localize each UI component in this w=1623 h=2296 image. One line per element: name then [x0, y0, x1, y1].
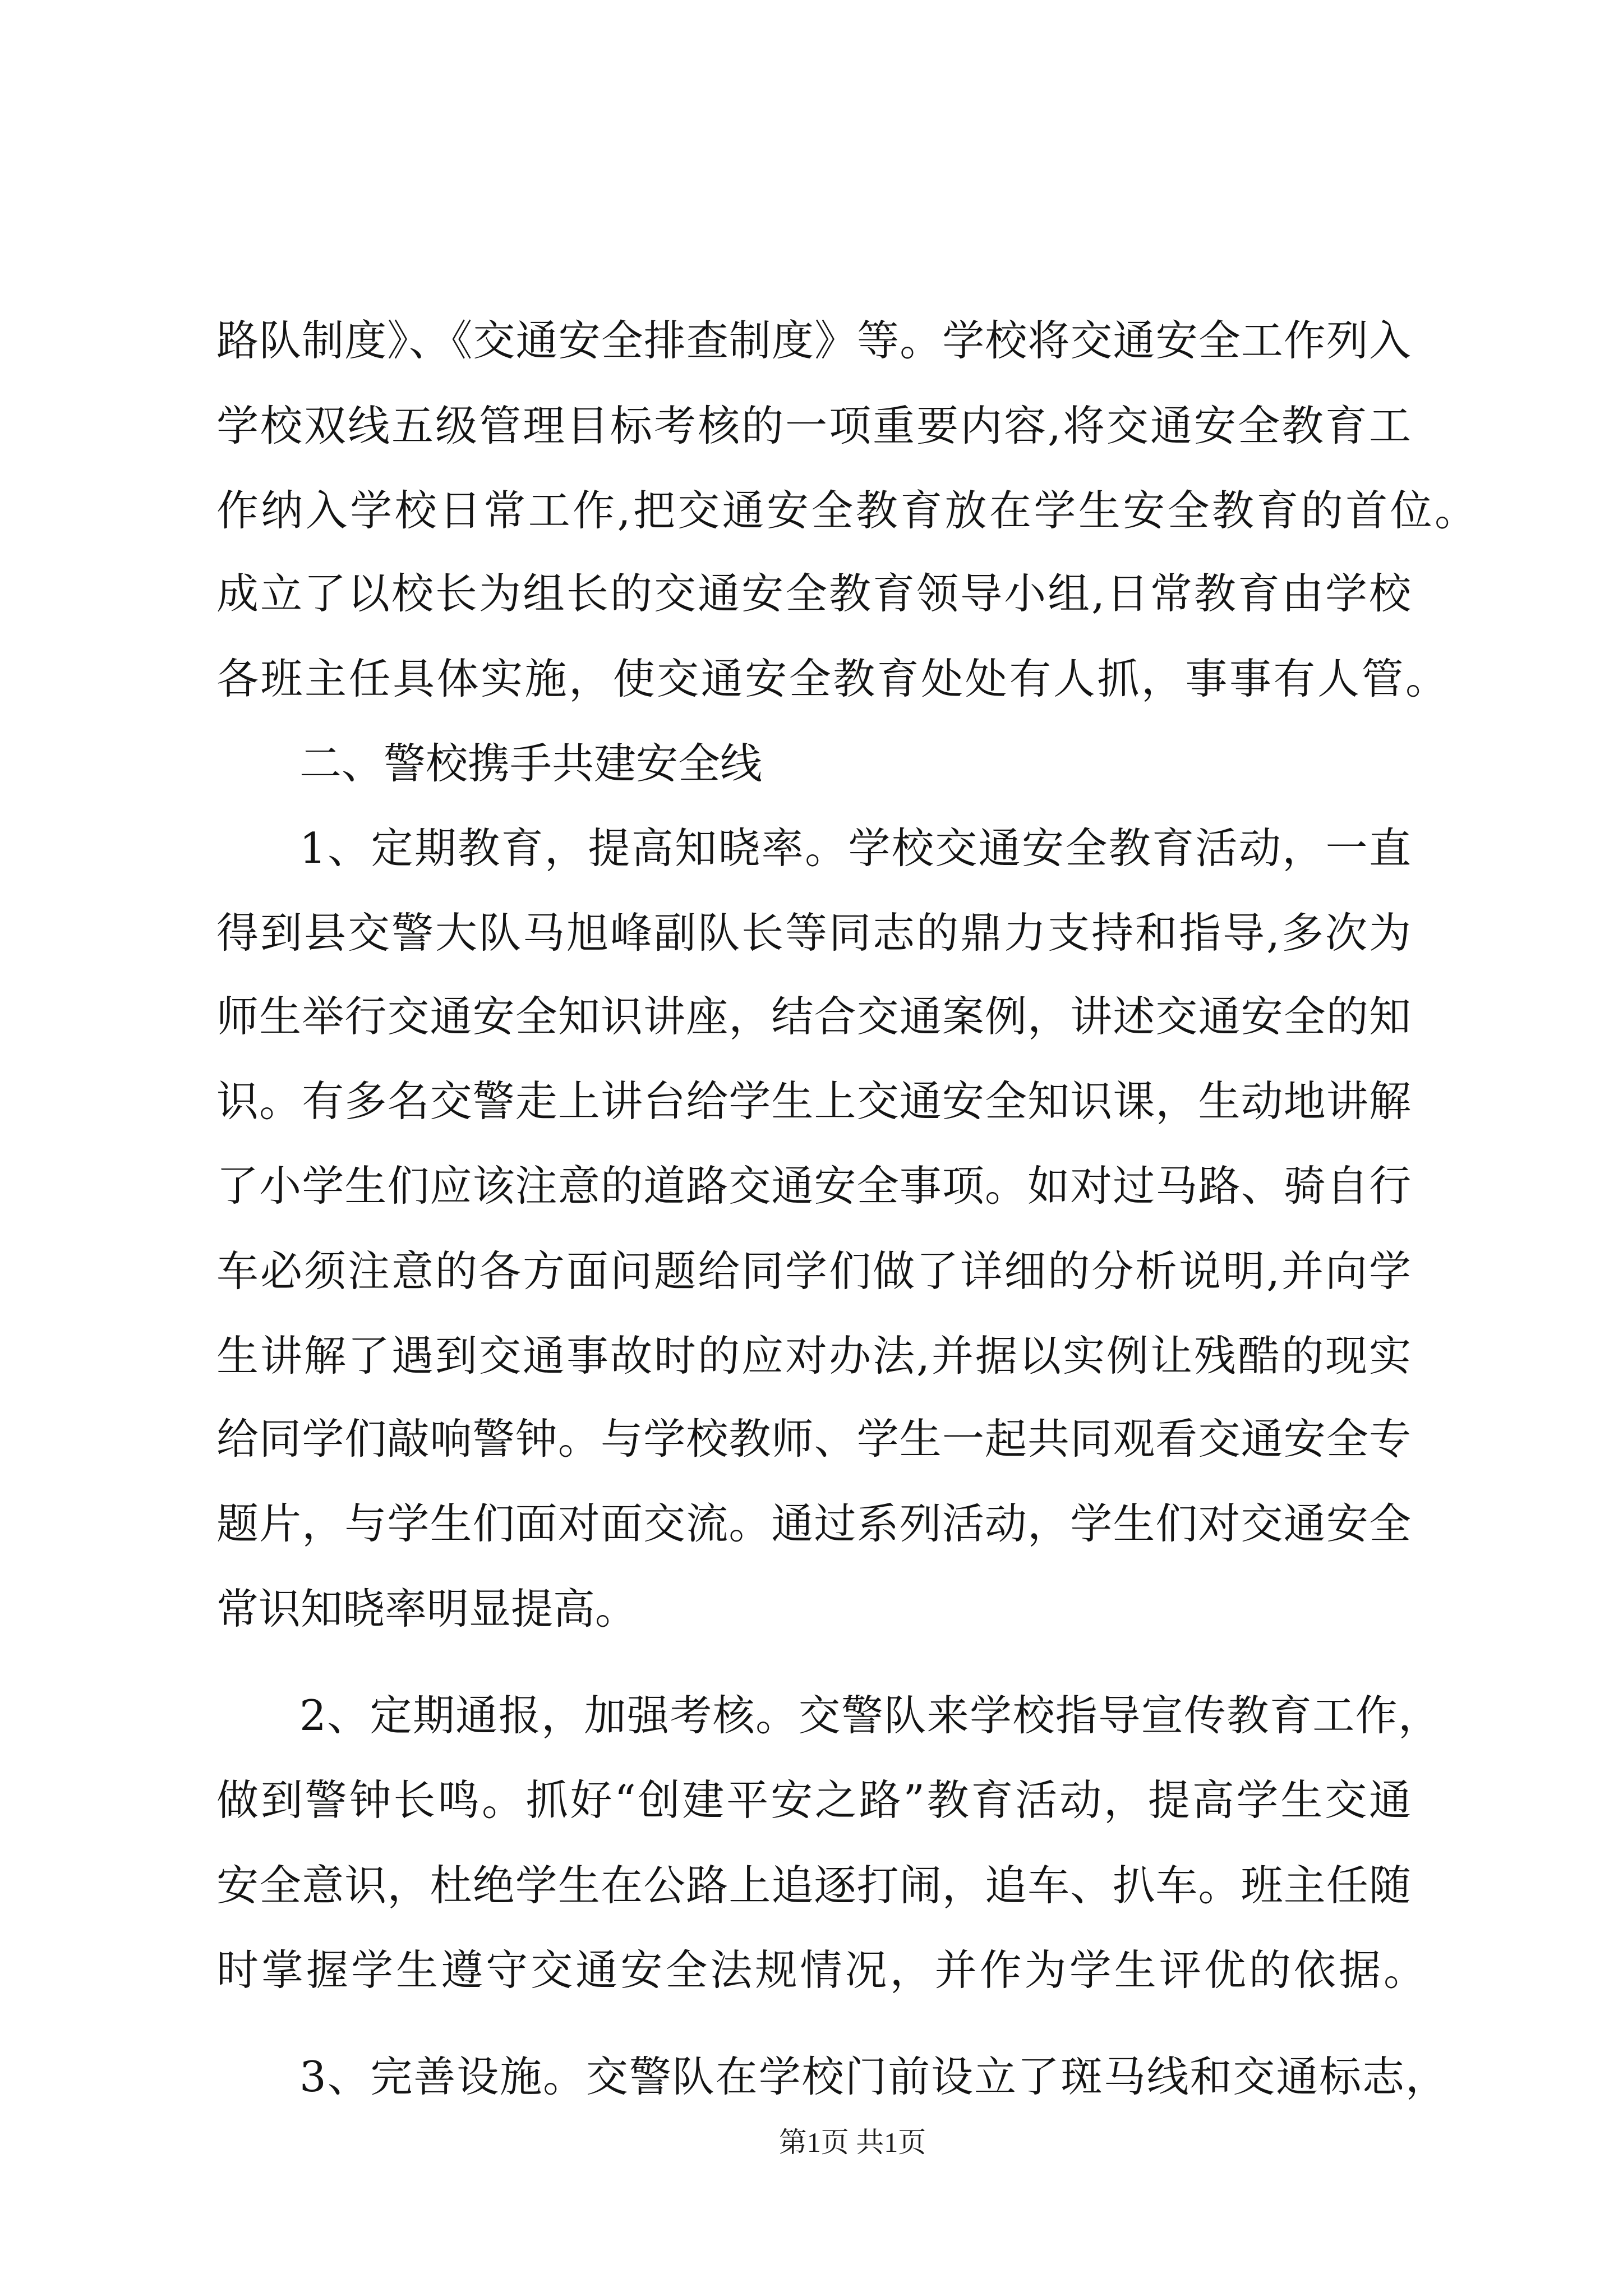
- text-line: 题片，与学生们面对面交流。通过系列活动，学生们对交通安全: [216, 1499, 1411, 1548]
- text-line: 作纳入学校日常工作,把交通安全教育放在学生安全教育的首位。: [216, 486, 1477, 535]
- section-heading: 二、警校携手共建安全线: [299, 739, 763, 788]
- text-line: 路队制度》、《交通安全排查制度》等。学校将交通安全工作列入: [216, 316, 1411, 365]
- text-line: 了小学生们应该注意的道路交通安全事项。如对过马路、骑自行: [216, 1161, 1411, 1211]
- text-line: 师生举行交通安全知识讲座，结合交通案例，讲述交通安全的知: [216, 992, 1411, 1041]
- text-line: 学校双线五级管理目标考核的一项重要内容,将交通安全教育工: [216, 401, 1411, 450]
- text-line: 做到警钟长鸣。抓好“创建平安之路”教育活动，提高学生交通: [216, 1775, 1411, 1825]
- text-line: 安全意识，杜绝学生在公路上追逐打闹，追车、扒车。班主任随: [216, 1861, 1411, 1910]
- text-line: 2、定期通报，加强考核。交警队来学校指导宣传教育工作，: [299, 1691, 1440, 1740]
- page-footer: 第1页 共1页: [778, 2127, 926, 2158]
- text-line: 时掌握学生遵守交通安全法规情况，并作为学生评优的依据。: [216, 1945, 1426, 1995]
- text-line: 识。有多名交警走上讲台给学生上交通安全知识课，生动地讲解: [216, 1076, 1411, 1126]
- text-line: 成立了以校长为组长的交通安全教育领导小组,日常教育由学校: [216, 569, 1411, 618]
- text-line: 得到县交警大队马旭峰副队长等同志的鼎力支持和指导,多次为: [216, 908, 1411, 958]
- text-line: 3、完善设施。交警队在学校门前设立了斑马线和交通标志，: [299, 2052, 1447, 2101]
- text-line: 给同学们敲响警钟。与学校教师、学生一起共同观看交通安全专: [216, 1414, 1411, 1464]
- text-line: 常识知晓率明显提高。: [216, 1584, 638, 1634]
- text-line: 各班主任具体实施，使交通安全教育处处有人抓，事事有人管。: [216, 654, 1447, 703]
- text-line: 生讲解了遇到交通事故时的应对办法,并据以实例让残酷的现实: [216, 1331, 1411, 1381]
- text-line: 车必须注意的各方面问题给同学们做了详细的分析说明,并向学: [216, 1246, 1411, 1296]
- text-line: 1、定期教育，提高知晓率。学校交通安全教育活动，一直: [299, 823, 1411, 873]
